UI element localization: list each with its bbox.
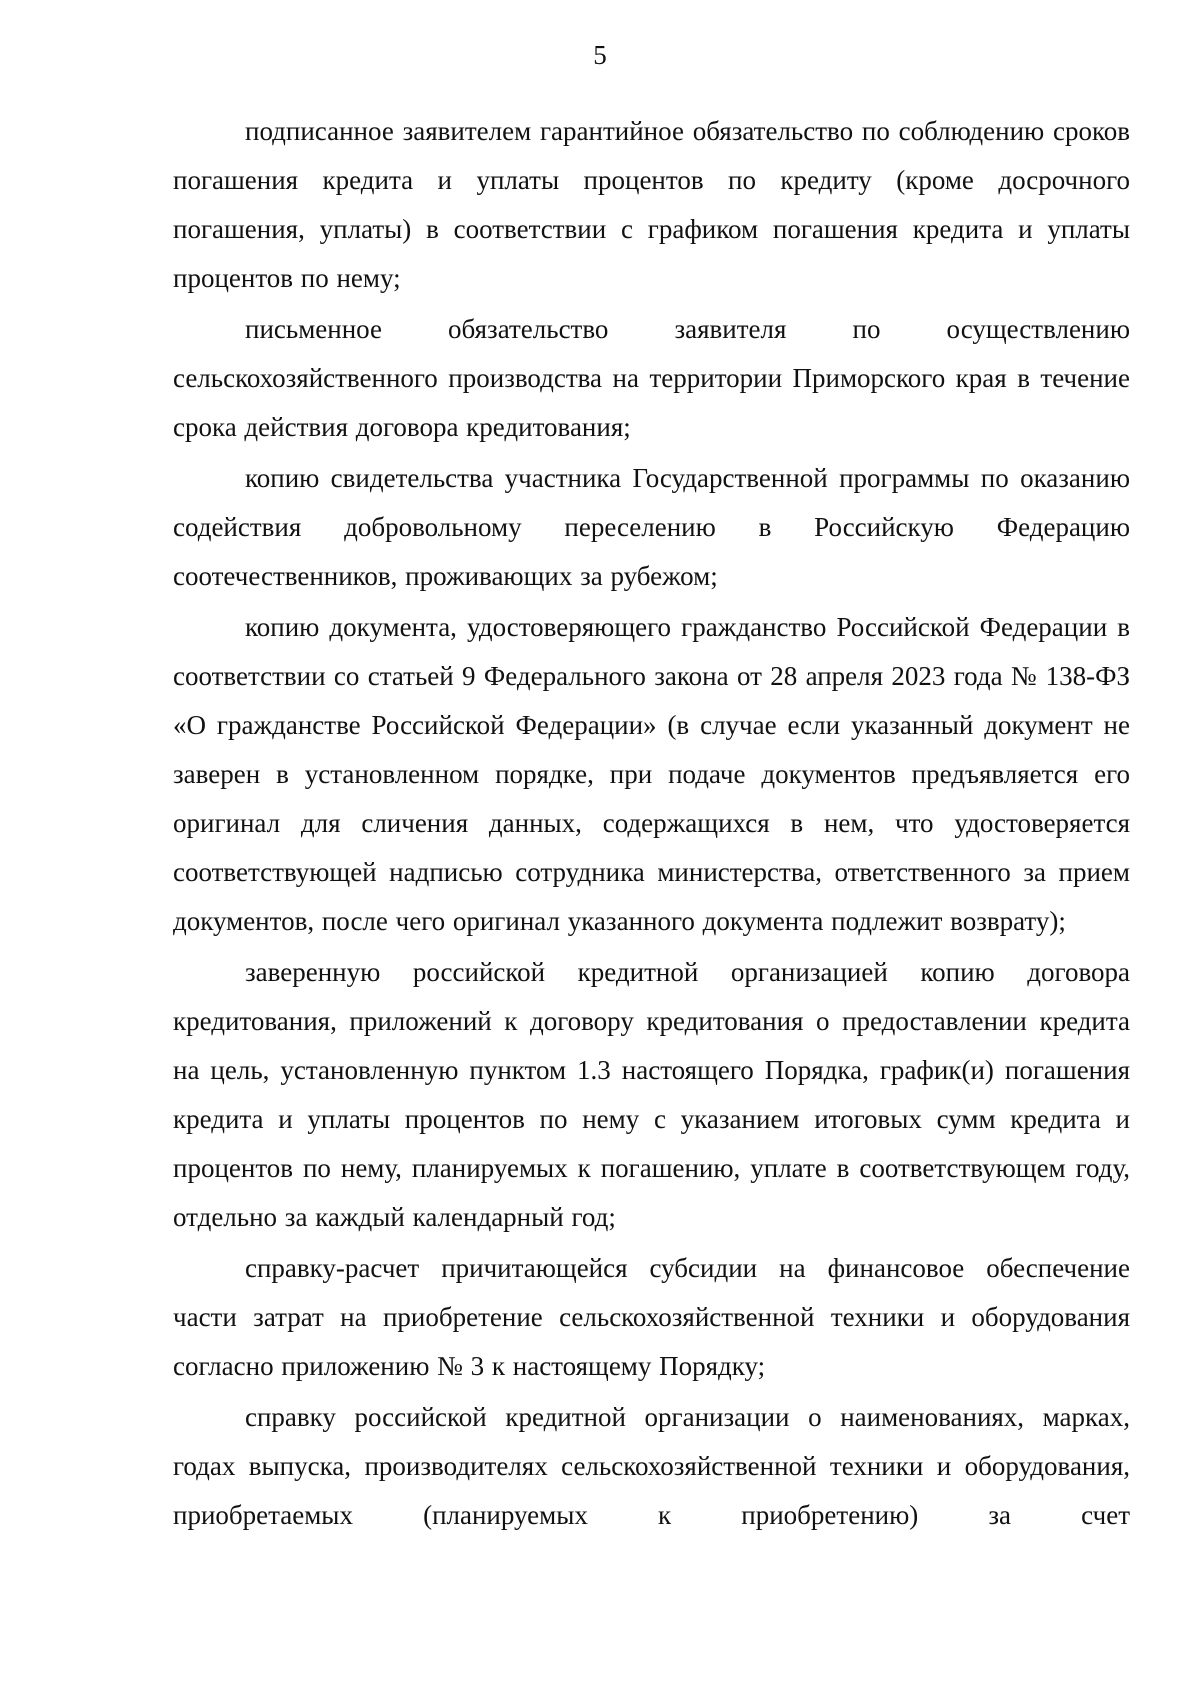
page-number: 5	[593, 40, 607, 70]
paragraph-written-obligation: письменное обязательство заявителя по осуществлению сельскохозяйственного производства на территории Приморского края в течение срока действия договора кредитования;	[173, 314, 1130, 442]
document-body	[173, 107, 1130, 1542]
paragraph-certificate-copy: копию свидетельства участника Государственной программы по оказанию содействия добровольному переселению в Российскую Федерацию соотечественников, проживающих за рубежом;	[173, 463, 1130, 591]
paragraph-subsidy-calculation: справку-расчет причитающейся субсидии на финансовое обеспечение части затрат на приобретение сельскохозяйственной техники и оборудования согласно приложению № 3 к настоящему Порядку;	[173, 1253, 1130, 1381]
paragraph-credit-agreement: заверенную российской кредитной организацией копию договора кредитования, приложений к договору кредитования о предоставлении кредита на цель, установленную пунктом 1.3 настоящего Порядка, график(и) погашения кредита и уплаты процентов по нему с указанием итоговых сумм кредита и процентов по нему, планируемых к погашению, уплате в соответствующем году, отдельно за каждый календарный год;	[173, 957, 1130, 1232]
paragraph-bank-certificate: справку российской кредитной организации о наименованиях, марках, годах выпуска, производителях сельскохозяйственной техники и оборудования, приобретаемых (планируемых к приобретению) за счет	[173, 1402, 1130, 1530]
paragraph-citizenship-document: копию документа, удостоверяющего гражданство Российской Федерации в соответствии со статьей 9 Федерального закона от 28 апреля 2023 года № 138-ФЗ «О гражданстве Российской Федерации» (в случае если указанный документ не заверен в установленном порядке, при подаче документов предъявляется его оригинал для сличения данных, содержащихся в нем, что удостоверяется соответствующей надписью сотрудника министерства, ответственного за прием документов, после чего оригинал указанного документа подлежит возврату);	[173, 612, 1130, 936]
paragraph-guarantee-obligation: подписанное заявителем гарантийное обязательство по соблюдению сроков погашения кредита и уплаты процентов по кредиту (кроме досрочного погашения, уплаты) в соответствии с графиком погашения кредита и уплаты процентов по нему;	[173, 116, 1130, 293]
